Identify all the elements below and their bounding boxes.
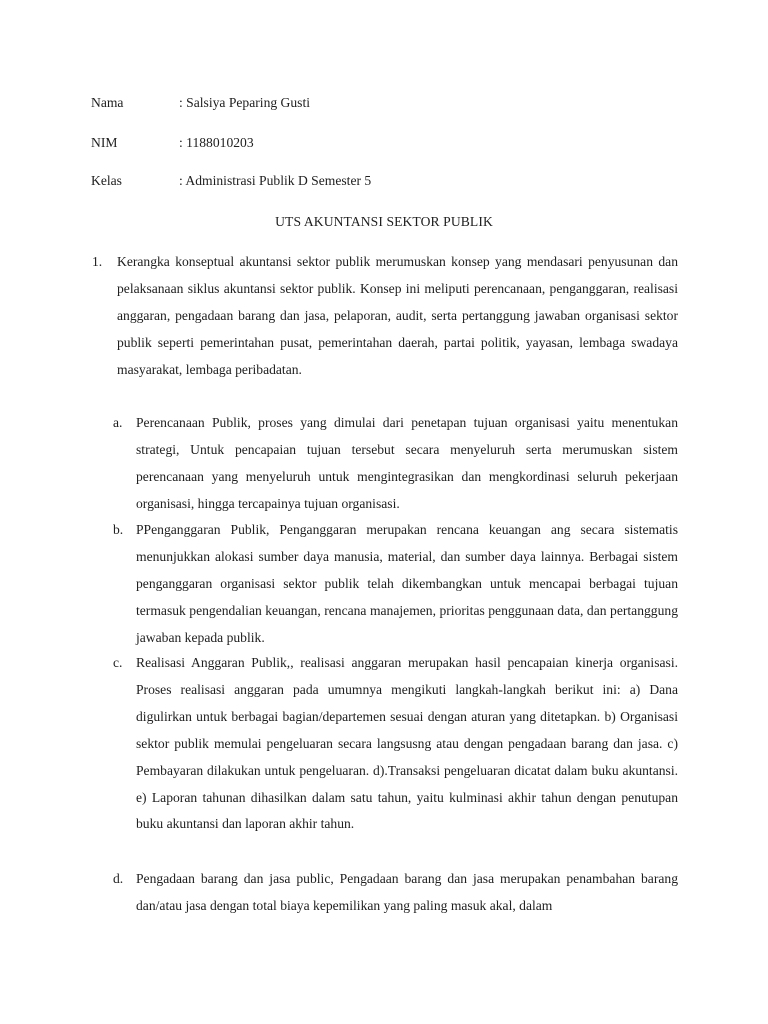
- kelas-label: Kelas: [91, 173, 122, 188]
- nama-label: Nama: [91, 95, 124, 110]
- document-title: UTS AKUNTANSI SEKTOR PUBLIK: [275, 214, 493, 229]
- question-1-number: 1.: [92, 254, 103, 269]
- subitem-b-marker: b.: [113, 522, 124, 537]
- subitem-d-text: Pengadaan barang dan jasa public, Pengadaan barang dan jasa merupakan penambahan barang dan/atau jasa dengan total biaya kepemilikan yang paling masuk akal, dalam: [136, 871, 678, 913]
- header-row-nim: [91, 133, 691, 153]
- question-1-text: Kerangka konseptual akuntansi sektor publik merumuskan konsep yang mendasari penyusunan dan pelaksanaan siklus akuntansi sektor publik. Konsep ini meliputi perencanaan, penganggaran, realisasi anggaran, pengadaan barang dan jasa, pelaporan, audit, serta pertanggung jawaban organisasi sektor publik seperti pemerintahan pusat, pemerintahan daerah, partai politik, yayasan, lembaga swadaya masyarakat, lembaga peribadatan.: [117, 254, 678, 377]
- subitem-b-text: PPenganggaran Publik, Penganggaran merupakan rencana keuangan ang secara sistematis menunjukkan alokasi sumber daya manusia, material, dan sumber daya lainnya. Berbagai sistem penganggaran organisasi sektor publik telah dikembangkan untuk mencapai berbagai tujuan termasuk pengendalian keuangan, rencana manajemen, prioritas penggunaan data, dan pertanggung jawaban kepada publik.: [136, 522, 678, 645]
- subitem-c-marker: c.: [113, 655, 123, 670]
- header-row-nama: [91, 93, 691, 113]
- header-row-kelas: [91, 171, 691, 191]
- nim-label: NIM: [91, 135, 118, 150]
- subitem-a-marker: a.: [113, 415, 123, 430]
- nama-value: : Salsiya Peparing Gusti: [179, 95, 311, 110]
- kelas-value: : Administrasi Publik D Semester 5: [179, 173, 372, 188]
- subitem-a-text: Perencanaan Publik, proses yang dimulai dari penetapan tujuan organisasi yaitu menentukan strategi, Untuk pencapaian tujuan tersebut secara menyeluruh serta merumuskan sistem perencanaan yang menyeluruh untuk mengintegrasikan dan mengkordinasi seluruh pekerjaan organisasi, hingga tercapainya tujuan organisasi.: [136, 415, 678, 511]
- nim-value: : 1188010203: [179, 135, 254, 150]
- subitem-d-marker: d.: [113, 871, 124, 886]
- subitem-c-text: Realisasi Anggaran Publik,, realisasi anggaran merupakan hasil pencapaian kinerja organisasi. Proses realisasi anggaran pada umumnya mengikuti langkah-langkah berikut ini: a) Dana digulirkan untuk berbagai bagian/departemen sesuai dengan aturan yang ditetapkan. b) Organisasi sektor publik memulai pengeluaran secara langsusng atau dengan pengadaan barang dan jasa. c) Pembayaran dilakukan untuk pengeluaran. d).Transaksi pengeluaran dicatat dalam buku akuntansi. e) Laporan tahunan dihasilkan dalam satu tahun, yaitu kulminasi akhir tahun dengan penutupan buku akuntansi dan laporan akhir tahun.: [136, 655, 678, 832]
